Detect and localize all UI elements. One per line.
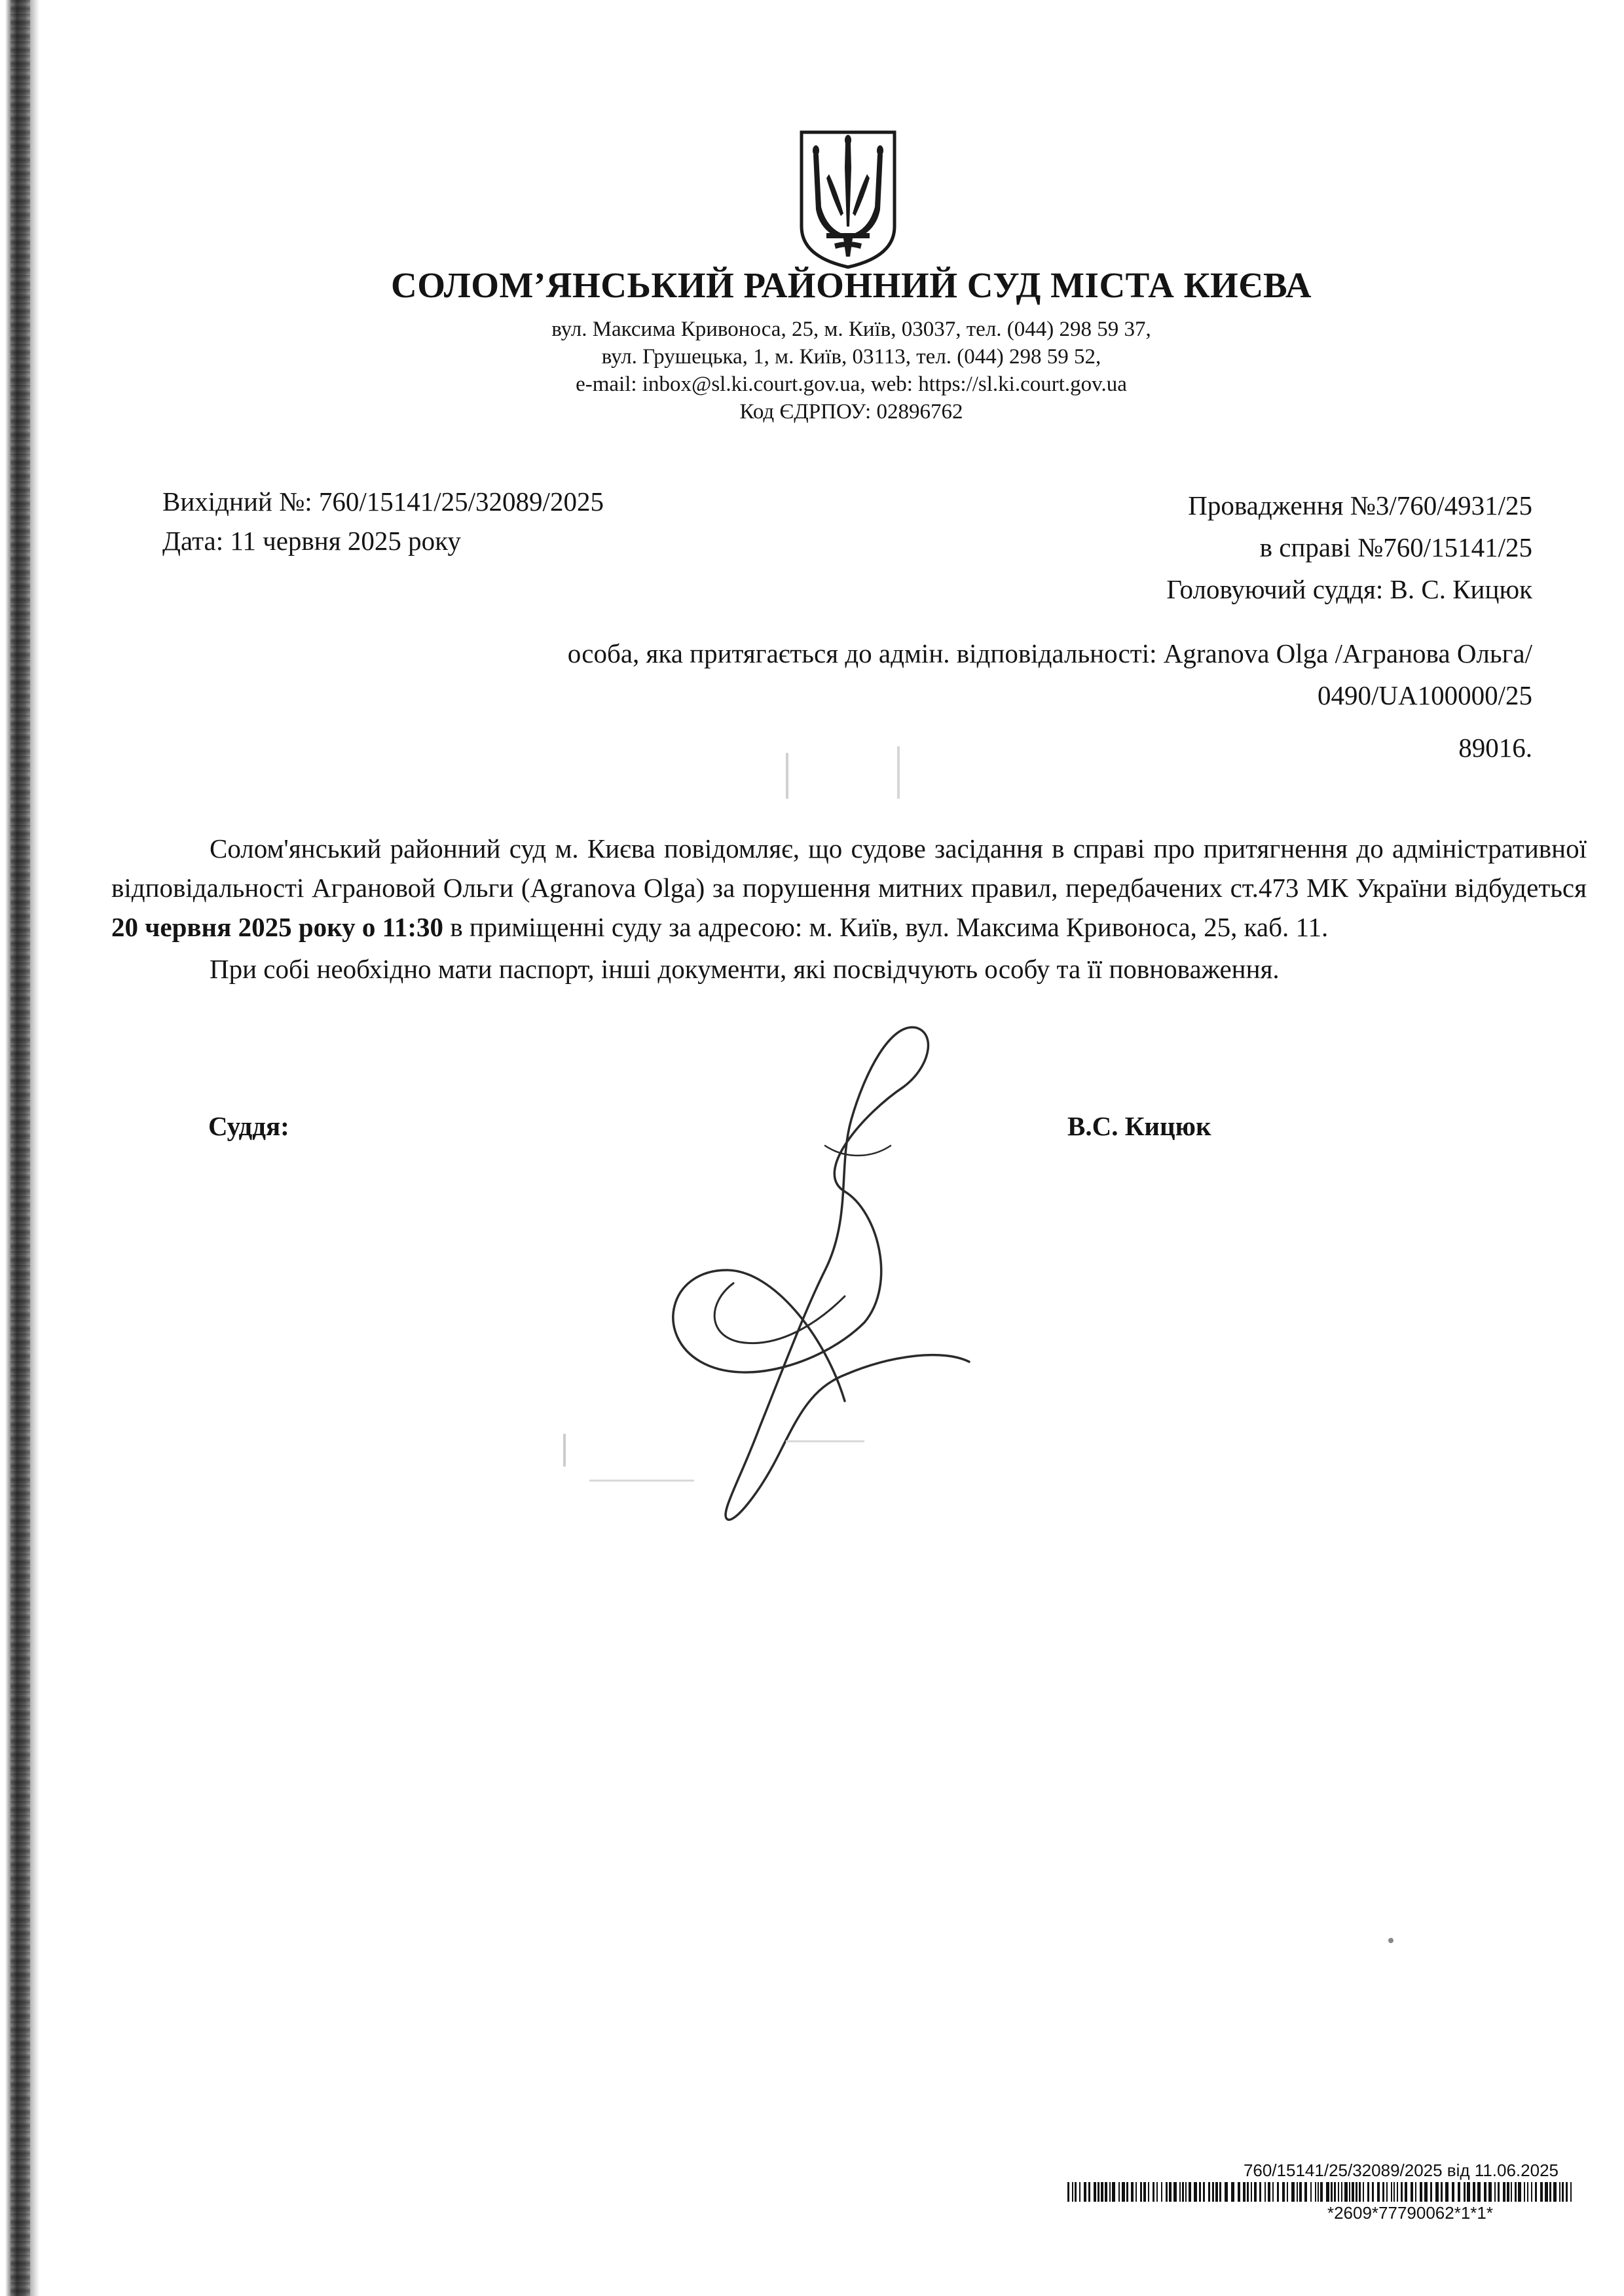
notice-text-part-1: Солом'янський районний суд м. Києва повідомляє, що судове засідання в справі про притягнення до адміністративної відповідальності Аграновой Ольги (Agranova Olga) за порушення митних правил, передбачених ст.473 МК України відбудеться	[111, 833, 1587, 903]
barcode-bar	[1420, 2182, 1422, 2202]
barcode-bar	[1393, 2182, 1395, 2202]
barcode-bar	[1126, 2182, 1128, 2202]
barcode-reference-text: 760/15141/25/32089/2025 від 11.06.2025	[1243, 2160, 1559, 2180]
barcode-bar	[1326, 2182, 1329, 2202]
barcode-bar	[1105, 2182, 1107, 2202]
outgoing-date: Дата: 11 червня 2025 року	[162, 526, 461, 556]
barcode-bar	[1359, 2182, 1361, 2202]
barcode-bar	[1549, 2182, 1551, 2202]
barcode-bar	[1349, 2182, 1350, 2202]
address-line-1: вул. Максима Кривоноса, 25, м. Київ, 03037, тел. (044) 298 59 37,	[551, 318, 1151, 341]
email-web-line: e-mail: inbox@sl.ki.court.gov.ua, web: https://sl.ki.court.gov.ua	[576, 373, 1127, 396]
barcode-bar	[1238, 2182, 1240, 2202]
barcode-bar	[1094, 2182, 1096, 2202]
barcode-bar	[1391, 2182, 1392, 2202]
barcode-bar	[1545, 2182, 1548, 2202]
barcode-bar	[1415, 2182, 1416, 2202]
address-line-2: вул. Грушецька, 1, м. Київ, 03113, тел. (044) 298 59 52,	[601, 345, 1101, 369]
barcode-bars	[1067, 2182, 1572, 2202]
barcode-bar	[1173, 2182, 1177, 2202]
barcode-bar	[1297, 2182, 1298, 2202]
barcode-bar	[1562, 2182, 1564, 2202]
documents-paragraph: При собі необхідно мати паспорт, інші документи, які посвідчують особу та її повноваження.	[210, 954, 1280, 984]
barcode-bar	[1179, 2182, 1181, 2202]
barcode-code-text: *2609*77790062*1*1*	[1327, 2203, 1493, 2223]
barcode-bar	[1185, 2182, 1187, 2202]
barcode-bar	[1566, 2182, 1568, 2202]
barcode-bar	[1411, 2182, 1413, 2202]
barcode-bar	[1291, 2182, 1295, 2202]
barcode-bar	[1382, 2182, 1384, 2202]
barcode-bar	[1518, 2182, 1521, 2202]
barcode-bar	[1219, 2182, 1221, 2202]
barcode-bar	[1264, 2182, 1266, 2202]
barcode-bar	[1430, 2182, 1432, 2202]
barcode-bar	[1215, 2182, 1218, 2202]
barcode-bar	[1208, 2182, 1210, 2202]
barcode-bar	[1352, 2182, 1354, 2202]
barcode-bar	[1156, 2182, 1158, 2202]
barcode-bar	[1161, 2182, 1162, 2202]
barcode-bar	[1088, 2182, 1090, 2202]
barcode-bar	[1341, 2182, 1342, 2202]
presiding-judge: Головуючий суддя: В. С. Кицюк	[1166, 574, 1532, 604]
barcode-bar	[1199, 2182, 1201, 2202]
barcode-bar	[1405, 2182, 1407, 2202]
barcode-bar	[1484, 2182, 1486, 2202]
barcode-bar	[1148, 2182, 1149, 2202]
barcode-bar	[1166, 2182, 1168, 2202]
barcode-bar	[1118, 2182, 1120, 2202]
postal-code: 89016.	[1458, 733, 1532, 763]
barcode-bar	[1109, 2182, 1111, 2202]
barcode-bar	[1299, 2182, 1302, 2202]
barcode-bar	[1182, 2182, 1184, 2202]
barcode-bar	[1212, 2182, 1214, 2202]
barcode-bar	[1225, 2182, 1228, 2202]
barcode-bar	[1386, 2182, 1388, 2202]
barcode-bar	[1135, 2182, 1137, 2202]
barcode-bar	[1363, 2182, 1364, 2202]
scan-remnant-mark	[563, 1434, 566, 1467]
barcode-bar	[1315, 2182, 1316, 2202]
judge-name: В.С. Кицюк	[1067, 1111, 1211, 1141]
barcode-bar	[1507, 2182, 1509, 2202]
barcode-bar	[1287, 2182, 1288, 2202]
barcode-bar	[1072, 2182, 1073, 2202]
barcode-bar	[1467, 2182, 1470, 2202]
barcode-bar	[1318, 2182, 1319, 2202]
barcode-bar	[1169, 2182, 1172, 2202]
addressee-line: особа, яка притягається до адмін. відповідальності: Agranova Olga /Агранова Ольга/	[567, 638, 1532, 668]
barcode-bar	[1122, 2182, 1125, 2202]
hearing-datetime: 20 червня 2025 року о 11:30	[111, 912, 444, 942]
barcode-bar	[1488, 2182, 1492, 2202]
barcode-bar	[1372, 2182, 1374, 2202]
scan-remnant-mark	[897, 746, 900, 799]
addressee-block	[568, 632, 1532, 716]
barcode-bar	[1527, 2182, 1528, 2202]
barcode-bar	[1231, 2182, 1234, 2202]
barcode-bar	[1401, 2182, 1403, 2202]
barcode-bar	[1424, 2182, 1428, 2202]
outgoing-number: Вихідний №: 760/15141/25/32089/2025	[162, 486, 604, 517]
notice-paragraph	[111, 829, 1587, 947]
barcode-bar	[1247, 2182, 1249, 2202]
barcode-bar	[1153, 2182, 1154, 2202]
barcode-bar	[1553, 2182, 1557, 2202]
court-name-heading: СОЛОМ’ЯНСЬКИЙ РАЙОННИЙ СУД МІСТА КИЄВА	[391, 265, 1312, 305]
edrpou-line: Код ЄДРПОУ: 02896762	[739, 400, 963, 424]
court-contact-block	[0, 316, 1624, 426]
scan-remnant-mark	[589, 1480, 694, 1482]
barcode-bar	[1570, 2182, 1572, 2202]
barcode-bar	[1464, 2182, 1466, 2202]
barcode-bar	[1331, 2182, 1333, 2202]
barcode-bar	[1112, 2182, 1115, 2202]
barcode-bar	[1515, 2182, 1517, 2202]
judge-label: Суддя:	[208, 1111, 289, 1141]
barcode-bar	[1498, 2182, 1500, 2202]
barcode-bar	[1075, 2182, 1077, 2202]
barcode-bar	[1458, 2182, 1460, 2202]
outgoing-info	[162, 482, 604, 560]
notice-text-part-2: в приміщенні суду за адресою: м. Київ, вул. Максима Кривоноса, 25, каб. 11.	[443, 912, 1329, 942]
scan-speck	[1388, 1938, 1393, 1943]
barcode-bar	[1189, 2182, 1191, 2202]
barcode-bar	[1272, 2182, 1274, 2202]
case-info	[1166, 484, 1532, 610]
barcode-bar	[1356, 2182, 1357, 2202]
barcode-bar	[1338, 2182, 1339, 2202]
barcode-bar	[1473, 2182, 1475, 2202]
barcode-bar	[1435, 2182, 1439, 2202]
barcode-bar	[1203, 2182, 1205, 2202]
barcode-bar	[1511, 2182, 1512, 2202]
barcode-bar	[1535, 2182, 1537, 2202]
barcode-bar	[1377, 2182, 1380, 2202]
barcode-bar	[1131, 2182, 1134, 2202]
barcode-bar	[1441, 2182, 1443, 2202]
scan-remnant-mark	[786, 1440, 864, 1442]
barcode-bar	[1559, 2182, 1560, 2202]
barcode-bar	[1320, 2182, 1323, 2202]
barcode-bar	[1251, 2182, 1252, 2202]
barcode-bar	[1531, 2182, 1532, 2202]
barcode-bar	[1397, 2182, 1398, 2202]
barcode-bar	[1304, 2182, 1307, 2202]
notice-body	[111, 829, 1587, 989]
barcode-bar	[1494, 2182, 1496, 2202]
barcode-bar	[1268, 2182, 1270, 2202]
barcode-bar	[1101, 2182, 1103, 2202]
barcode-bar	[1243, 2182, 1246, 2202]
barcode-bar	[1098, 2182, 1099, 2202]
barcode-bar	[1367, 2182, 1369, 2202]
barcode-bar	[1079, 2182, 1080, 2202]
document-barcode	[1067, 2160, 1578, 2223]
barcode-bar	[1254, 2182, 1257, 2202]
barcode-bar	[1334, 2182, 1336, 2202]
addressee-reference: 0490/UA100000/25	[1318, 680, 1532, 710]
barcode-bar	[1084, 2182, 1086, 2202]
barcode-bar	[1344, 2182, 1348, 2202]
barcode-bar	[1310, 2182, 1312, 2202]
barcode-bar	[1067, 2182, 1069, 2202]
barcode-bar	[1194, 2182, 1197, 2202]
handwritten-signature	[629, 995, 1035, 1545]
barcode-bar	[1277, 2182, 1279, 2202]
barcode-bar	[1259, 2182, 1261, 2202]
barcode-bar	[1140, 2182, 1142, 2202]
barcode-bar	[1503, 2182, 1505, 2202]
barcode-bar	[1445, 2182, 1449, 2202]
case-number: в справі №760/15141/25	[1259, 532, 1532, 562]
barcode-bar	[1143, 2182, 1146, 2202]
scan-remnant-mark	[786, 753, 788, 799]
barcode-bar	[1282, 2182, 1285, 2202]
barcode-bar	[1524, 2182, 1525, 2202]
barcode-bar	[1477, 2182, 1481, 2202]
barcode-bar	[1540, 2182, 1543, 2202]
barcode-bar	[1452, 2182, 1454, 2202]
proceeding-number: Провадження №3/760/4931/25	[1188, 490, 1532, 520]
coat-of-arms-icon	[798, 128, 898, 271]
